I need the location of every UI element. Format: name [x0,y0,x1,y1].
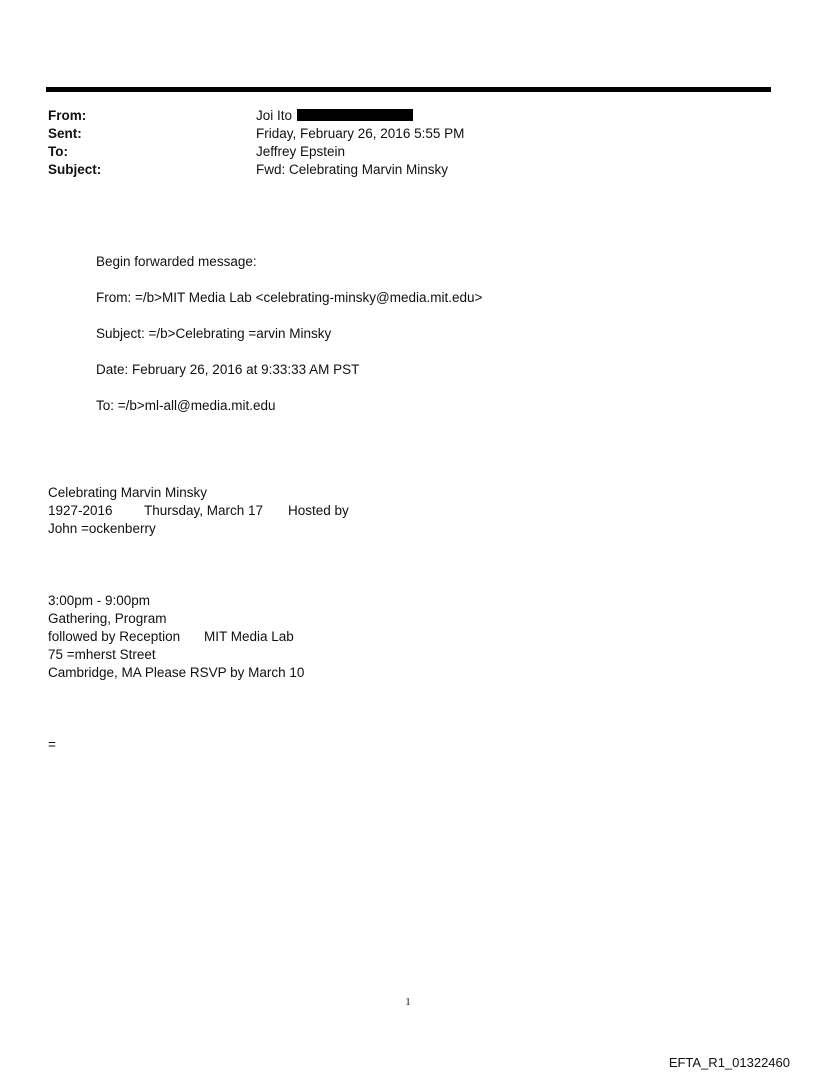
event-date: Thursday, March 17 [144,503,264,518]
trailing-block [48,736,56,754]
event-street: 75 =mherst Street [48,647,156,662]
from-name: Joi Ito [256,108,293,123]
subject-value: Fwd: Celebrating Marvin Minsky [256,162,449,177]
forwarded-message [96,253,482,433]
event-rsvp: Please RSVP by March 10 [144,665,305,680]
event-program: Gathering, Program [48,611,167,626]
event-title: Celebrating Marvin Minsky [48,485,208,500]
from-label: From: [48,108,87,123]
page-number: 1 [405,996,411,1008]
forward-subject: Subject: =/b>Celebrating =arvin Minsky [96,326,332,341]
event-city: Cambridge, MA [48,665,142,680]
event-title-block [48,484,349,538]
event-host: John =ockenberry [48,521,156,536]
event-venue: MIT Media Lab [204,629,294,644]
sent-row [48,125,464,143]
to-value: Jeffrey Epstein [256,144,346,159]
trailing-equals: = [48,737,56,752]
event-details-block [48,592,304,682]
to-label: To: [48,144,68,159]
to-row [48,143,464,161]
header-rule [46,87,771,92]
event-time: 3:00pm - 9:00pm [48,593,151,608]
from-value [256,107,413,125]
event-city-line [48,664,304,682]
sent-value: Friday, February 26, 2016 5:55 PM [256,126,465,141]
forward-intro: Begin forwarded message: [96,254,257,269]
forward-date: Date: February 26, 2016 at 9:33:33 AM PST [96,362,360,377]
event-years-date-line [48,502,349,520]
forward-from: From: =/b>MIT Media Lab <celebrating-minsky@media.mit.edu> [96,290,483,305]
email-header [48,107,464,179]
event-hosted-label: Hosted by [288,503,349,518]
event-years: 1927-2016 [48,503,113,518]
forward-to: To: =/b>ml-all@media.mit.edu [96,398,276,413]
event-reception-line [48,628,304,646]
redaction-box [297,109,413,121]
sent-label: Sent: [48,126,82,141]
subject-row [48,161,464,179]
document-id: EFTA_R1_01322460 [668,1055,790,1070]
subject-label: Subject: [48,162,102,177]
from-row [48,107,464,125]
event-reception: followed by Reception [48,629,181,644]
